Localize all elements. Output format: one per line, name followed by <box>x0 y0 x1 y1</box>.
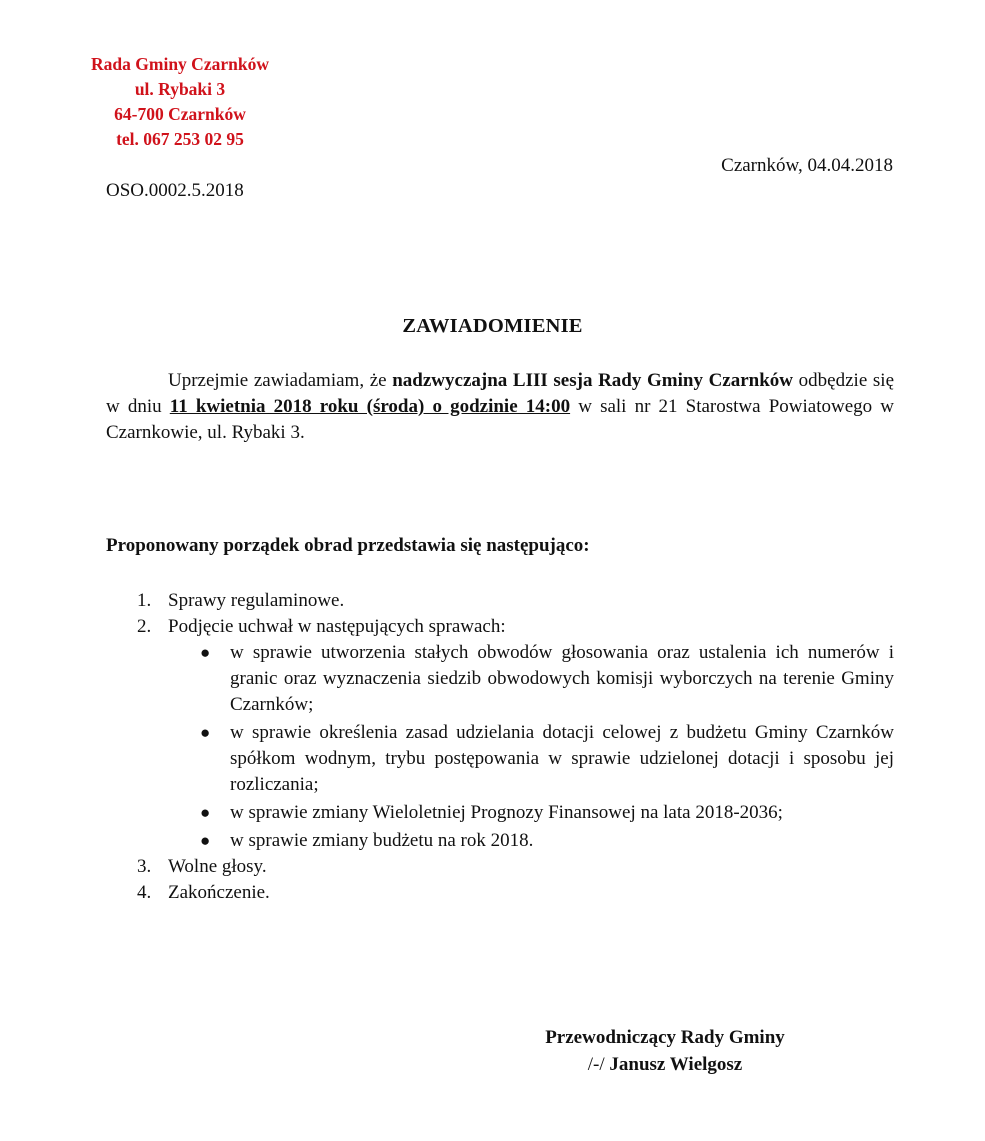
letterhead <box>80 52 280 152</box>
bullet-icon: ● <box>200 643 211 662</box>
agenda-item-text: Podjęcie uchwał w następujących sprawach: <box>168 616 506 637</box>
agenda-item-number: 1. <box>137 590 152 611</box>
reference-number: OSO.0002.5.2018 <box>106 180 244 201</box>
place-date: Czarnków, 04.04.2018 <box>721 155 893 176</box>
letterhead-org: Rada Gminy Czarnków <box>91 54 269 74</box>
agenda-item <box>106 588 894 614</box>
signature-prefix: /-/ <box>587 1054 610 1075</box>
bullet-icon: ● <box>200 803 211 822</box>
agenda-subitem <box>106 800 894 826</box>
agenda-item <box>106 880 894 906</box>
agenda-list <box>106 588 894 906</box>
bullet-icon: ● <box>200 723 211 742</box>
agenda-item-number: 3. <box>137 856 152 877</box>
agenda-subitem-text: w sprawie określenia zasad udzielania dotacji celowej z budżetu Gminy Czarnków spółkom wodnym, trybu postępowania w sprawie udzielonej dotacji i sposobu jej rozliczania; <box>230 722 894 795</box>
agenda-item-text: Wolne głosy. <box>168 856 267 877</box>
intro-paragraph <box>106 368 894 446</box>
letterhead-city: 64-700 Czarnków <box>114 104 246 124</box>
agenda-item-text: Zakończenie. <box>168 882 270 903</box>
agenda-subitem <box>106 828 894 854</box>
signatory-role-text: Przewodniczący Rady Gminy <box>545 1027 785 1048</box>
agenda-item-number: 4. <box>137 882 152 903</box>
agenda-subitem-text: w sprawie zmiany Wieloletniej Prognozy Finansowej na lata 2018-2036; <box>230 802 783 823</box>
signatory-name-text: Janusz Wielgosz <box>609 1054 743 1075</box>
signatory-name <box>500 1051 830 1078</box>
agenda-item <box>106 614 894 640</box>
agenda-item-text: Sprawy regulaminowe. <box>168 590 345 611</box>
letterhead-street: ul. Rybaki 3 <box>134 79 226 99</box>
agenda-item <box>106 854 894 880</box>
agenda-subitem <box>106 720 894 798</box>
letterhead-phone: tel. 067 253 02 95 <box>116 129 244 149</box>
agenda-heading: Proponowany porządek obrad przedstawia się następująco: <box>106 535 590 556</box>
agenda-subitem <box>106 640 894 718</box>
agenda-subitem-text: w sprawie utworzenia stałych obwodów głosowania oraz ustalenia ich numerów i granic oraz wyznaczenia siedzib obwodowych komisji wyborczych na terenie Gminy Czarnków; <box>230 642 894 715</box>
signature-block <box>500 1024 830 1078</box>
agenda-item-number: 2. <box>137 616 152 637</box>
agenda-subitem-text: w sprawie zmiany budżetu na rok 2018. <box>230 830 534 851</box>
intro-text-2: odbędzie się w dniu <box>106 370 895 417</box>
signatory-role <box>500 1024 830 1051</box>
agenda-subitems <box>106 640 894 854</box>
session-date: 11 kwietnia 2018 roku (środa) o godzinie 14:00 <box>169 396 571 417</box>
document-title: ZAWIADOMIENIE <box>402 315 583 337</box>
session-name: nadzwyczajna LIII sesja Rady Gminy Czarnków <box>392 370 794 391</box>
intro-text-3: w sali nr 21 Starostwa Powiatowego w Czarnkowie, ul. Rybaki 3. <box>106 396 894 443</box>
bullet-icon: ● <box>200 831 211 850</box>
intro-text-1: Uprzejmie zawiadamiam, że <box>168 370 393 391</box>
